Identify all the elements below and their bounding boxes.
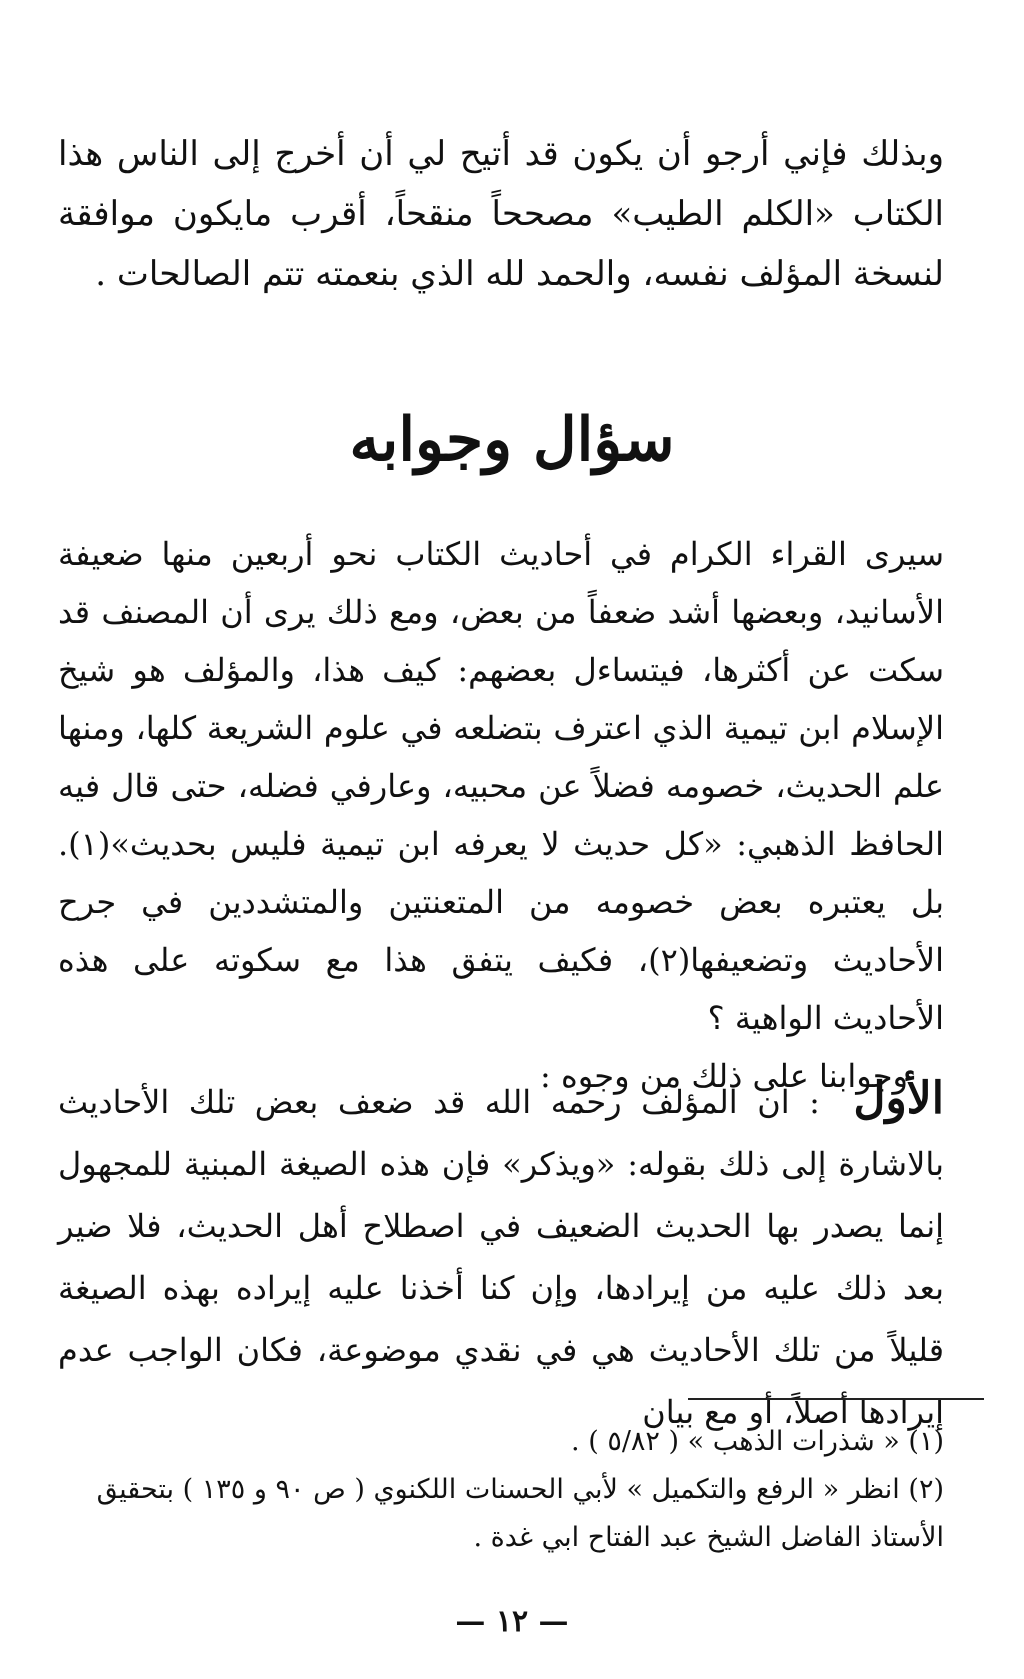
first-point-text: : ان المؤلف رحمه الله قد ضعف بعض تلك الأحاديث بالاشارة إلى ذلك بقوله: «ويذكر» فإن هذه الصيغة المبنية للمجهول إنما يصدر بها الحديث الضعيف في اصطلاح أهل الحديث، فلا ضير بعد ذلك عليه من إيرادها، وإن كنا أخذنا عليه إيراده بهذه الصيغة قليلاً من تلك الأحاديث هي في نقدي موضوعة، فكان الواجب عدم إيرادها أصلاً، أو مع بيان xyxy=(58,1083,944,1431)
page-number: — ١٢ — xyxy=(455,1604,569,1639)
first-point-paragraph xyxy=(58,1068,944,1443)
footnotes xyxy=(58,1418,944,1562)
section-title: سؤال وجوابه xyxy=(349,405,675,475)
question-paragraph xyxy=(58,525,944,1105)
footnote-1: (١) « شذرات الذهب » ( ٥/٨٢ ) . xyxy=(571,1426,944,1457)
question-text: سيرى القراء الكرام في أحاديث الكتاب نحو أربعين منها ضعيفة الأسانيد، وبعضها أشد ضعفاً من بعض، ومع ذلك يرى أن المصنف قد سكت عن أكثرها، فيتساءل بعضهم: كيف هذا، والمؤلف هو شيخ الإسلام ابن تيمية الذي اعترف بتضلعه في علوم الشريعة كلها، ومنها علم الحديث، خصومه فضلاً عن محبيه، وعارفي فضله، حتى قال فيه الحافظ الذهبي: «كل حديث لا يعرفه ابن تيمية فليس بحديث»(١). بل يعتبره بعض خصومه من المتعنتين والمتشددين في جرح الأحاديث وتضعيفها(٢)، فكيف يتفق هذا مع سكوته على هذه الأحاديث الواهية ؟ xyxy=(58,535,945,1037)
answer-intro: وجوابنا على ذلك من وجوه : xyxy=(540,1057,908,1095)
footnote-divider xyxy=(688,1398,984,1400)
first-point-label: الأول xyxy=(853,1073,945,1124)
intro-paragraph xyxy=(58,124,944,304)
footnote-2: (٢) انظر « الرفع والتكميل » لأبي الحسنات اللكنوي ( ص ٩٠ و ١٣٥ ) بتحقيق الأستاذ الفاضل الشيخ عبد الفتاح ابي غدة . xyxy=(96,1474,944,1553)
intro-text: وبذلك فإني أرجو أن يكون قد أتيح لي أن أخرج إلى الناس هذا الكتاب «الكلم الطيب» مصححاً منقحاً، أقرب مايكون موافقة لنسخة المؤلف نفسه، والحمد لله الذي بنعمته تتم الصالحات . xyxy=(58,134,944,294)
